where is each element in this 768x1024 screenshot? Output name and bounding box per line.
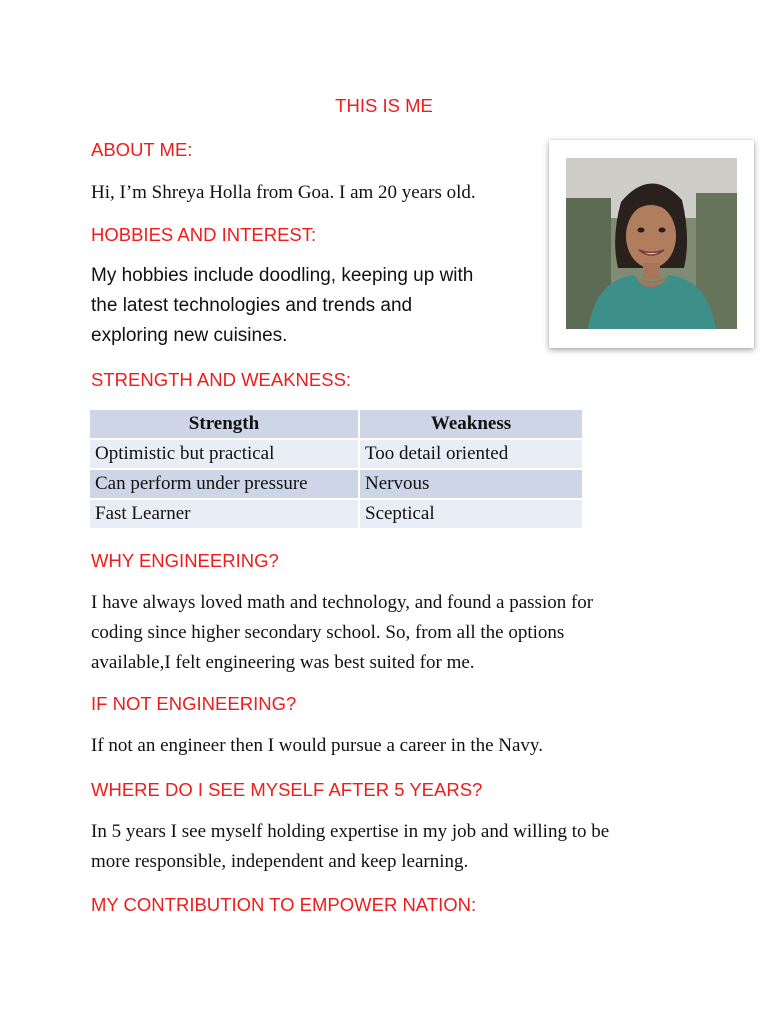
hobbies-line: the latest technologies and trends and	[91, 295, 413, 316]
about-text: Hi, I’m Shreya Holla from Goa. I am 20 years old.	[91, 182, 476, 203]
five-years-heading: WHERE DO I SEE MYSELF AFTER 5 YEARS?	[91, 779, 483, 800]
column-header-strength: Strength	[90, 410, 359, 439]
profile-photo	[566, 158, 737, 329]
why-engineering-heading: WHY ENGINEERING?	[91, 550, 279, 571]
strength-cell: Can perform under pressure	[90, 469, 359, 499]
about-heading: ABOUT ME:	[91, 139, 193, 160]
weakness-cell: Sceptical	[359, 499, 583, 529]
table-row	[90, 439, 583, 469]
weakness-cell: Too detail oriented	[359, 439, 583, 469]
if-not-engineering-text: If not an engineer then I would pursue a career in the Navy.	[91, 735, 543, 756]
hobbies-text	[91, 261, 473, 351]
hobbies-line: My hobbies include doodling, keeping up with	[91, 265, 474, 286]
portrait-illustration	[566, 158, 737, 329]
table-row	[90, 469, 583, 499]
hobbies-heading: HOBBIES AND INTEREST:	[91, 224, 317, 245]
if-not-engineering-heading: IF NOT ENGINEERING?	[91, 693, 297, 714]
weakness-cell: Nervous	[359, 469, 583, 499]
why-engineering-line: coding since higher secondary school. So, from all the options	[91, 622, 565, 643]
table-header-row	[90, 410, 583, 439]
why-engineering-text	[91, 588, 593, 678]
why-engineering-line: I have always loved math and technology, and found a passion for	[91, 592, 594, 613]
column-header-weakness: Weakness	[359, 410, 583, 439]
contribution-heading: MY CONTRIBUTION TO EMPOWER NATION:	[91, 894, 477, 915]
strength-weakness-table	[90, 410, 584, 530]
five-years-line: In 5 years I see myself holding expertise in my job and willing to be	[91, 821, 610, 842]
strength-cell: Optimistic but practical	[90, 439, 359, 469]
profile-photo-frame	[549, 140, 754, 348]
five-years-text	[91, 817, 609, 877]
hobbies-line: exploring new cuisines.	[91, 325, 288, 346]
why-engineering-line: available,I felt engineering was best suited for me.	[91, 652, 475, 673]
table-row	[90, 499, 583, 529]
five-years-line: more responsible, independent and keep learning.	[91, 851, 469, 872]
strength-weakness-heading: STRENGTH AND WEAKNESS:	[91, 369, 352, 390]
strength-cell: Fast Learner	[90, 499, 359, 529]
page-title: THIS IS ME	[335, 95, 433, 116]
